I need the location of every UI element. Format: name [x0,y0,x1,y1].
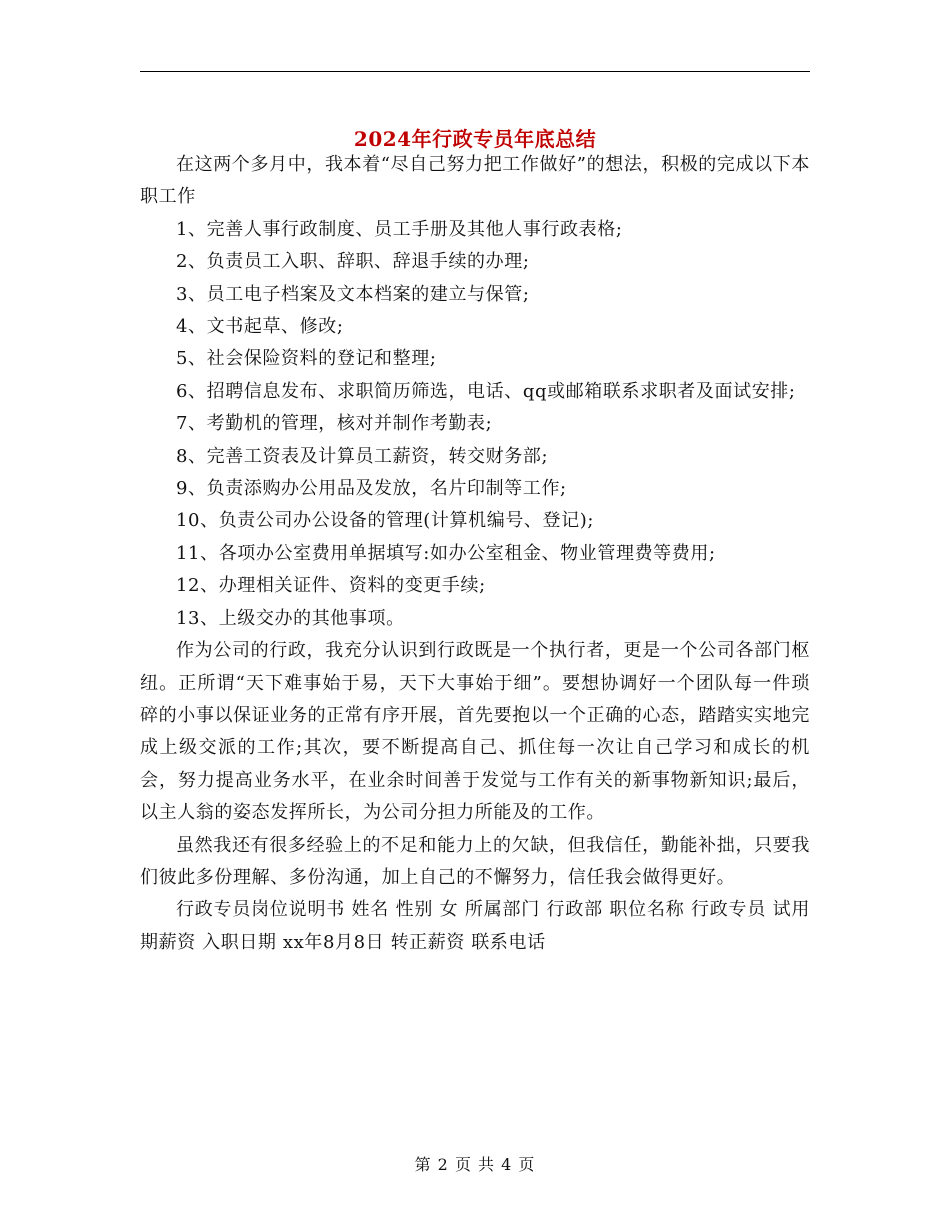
list-item: 8、完善工资表及计算员工薪资，转交财务部; [176,445,549,467]
list-item: 9、负责添购办公用品及发放，名片印制等工作; [176,478,567,500]
list-item: 6、招聘信息发布、求职简历筛选，电话、qq或邮箱联系求职者及面试安排; [176,380,796,402]
list-item: 12、办理相关证件、资料的变更手续; [176,575,486,597]
list-item: 7、考勤机的管理，核对并制作考勤表; [176,413,493,435]
role-paragraph: 作为公司的行政，我充分认识到行政既是一个执行者，更是一个公司各部门枢纽。正所谓“天下难事始于易，天下大事始于细”。要想协调好一个团队每一件琐碎的小事以保证业务的正常有序开展，首先要抱以一个正确的心态，踏踏实实地完成上级交派的工作;其次，要不断提高自己、抓住每一次让自己学习和成长的机会，努力提高业务水平，在业余时间善于发觉与工作有关的新事物新知识;最后，以主人翁的姿态发挥所长，为公司分担力所能及的工作。 [140,640,810,824]
list-item: 1、完善人事行政制度、员工手册及其他人事行政表格; [176,218,623,240]
list-item: 11、各项办公室费用单据填写:如办公室租金、物业管理费等费用; [176,542,716,564]
document-title: 2024年行政专员年底总结 [353,127,597,152]
document-body [140,149,810,959]
outlook-paragraph: 虽然我还有很多经验上的不足和能力上的欠缺，但我信任，勤能补拙，只要我们彼此多份理解、多份沟通，加上自己的不懈努力，信任我会做得更好。 [140,834,810,888]
header-rule [140,71,810,72]
duty-list [140,214,810,635]
page-number: 第 2 页 共 4 页 [414,1155,536,1174]
list-item: 5、社会保险资料的登记和整理; [176,348,437,370]
list-item: 2、负责员工入职、辞职、辞退手续的办理; [176,251,530,273]
list-item: 4、文书起草、修改; [176,316,344,338]
list-item: 13、上级交办的其他事项。 [176,607,405,629]
list-item: 3、员工电子档案及文本档案的建立与保管; [176,283,530,305]
job-description-paragraph: 行政专员岗位说明书 姓名 性别 女 所属部门 行政部 职位名称 行政专员 试用期薪资 入职日期 xx年8月8日 转正薪资 联系电话 [140,899,810,953]
intro-paragraph: 在这两个多月中，我本着“尽自己努力把工作做好”的想法，积极的完成以下本职工作 [140,154,810,208]
list-item: 10、负责公司办公设备的管理(计算机编号、登记); [176,510,595,532]
